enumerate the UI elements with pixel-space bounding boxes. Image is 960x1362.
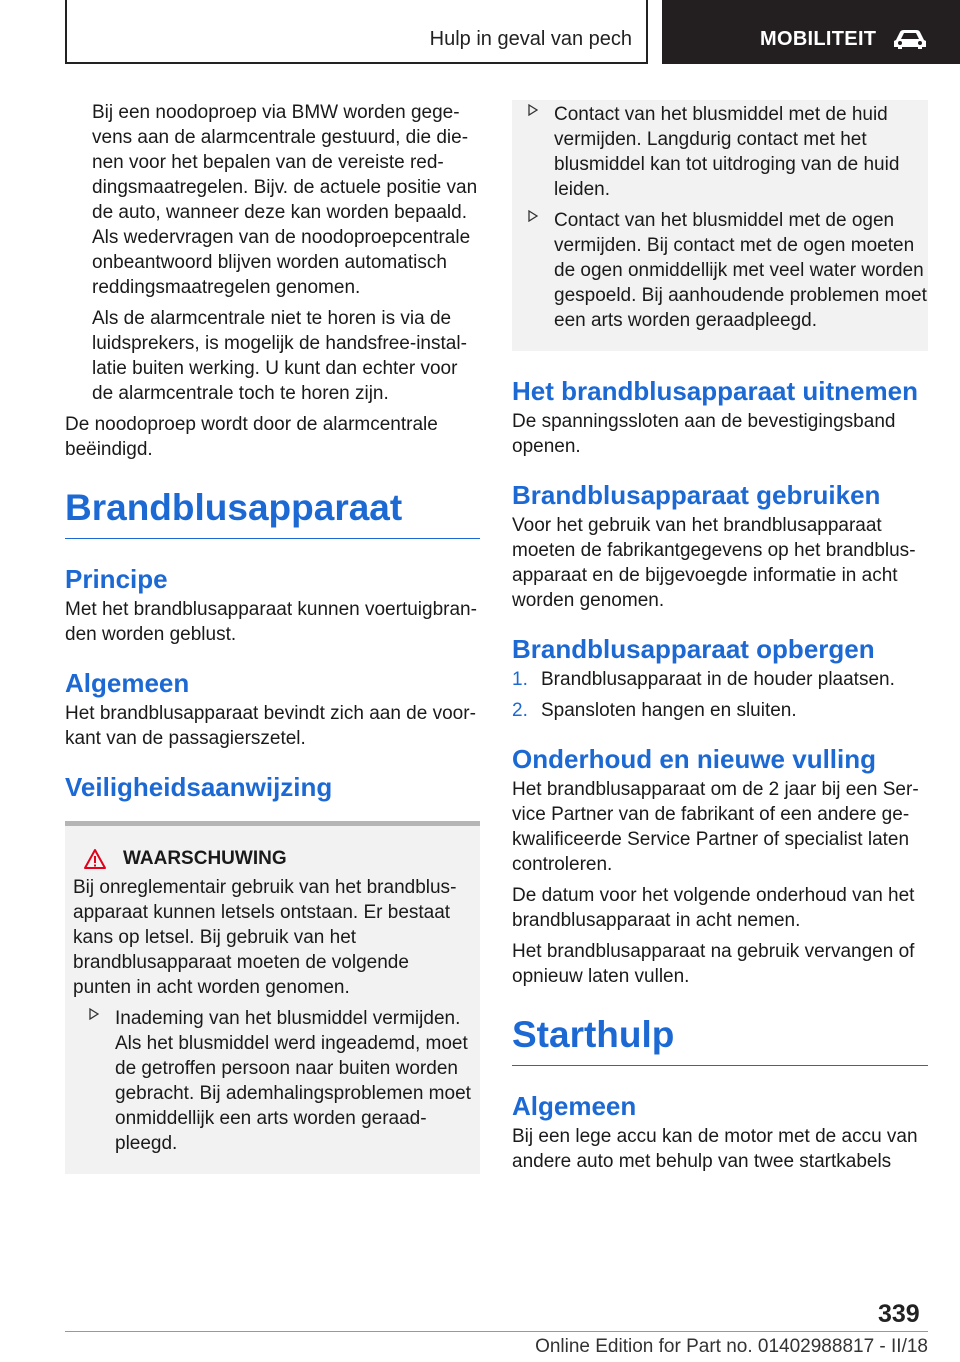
bullet-triangle-icon xyxy=(512,208,554,333)
onderhoud-paragraph-3: Het brandblusapparaat na gebruik vervangen of opnieuw laten vullen. xyxy=(512,941,915,987)
warning-header xyxy=(73,846,472,871)
uitnemen-text: De spanningssloten aan de bevestigingsband openen. xyxy=(512,411,896,457)
edition-text: Online Edition for Part no. 01402988817 - II/18 xyxy=(535,1336,928,1357)
heading-veiligheidsaanwijzing: Veiligheidsaanwijzing xyxy=(65,772,333,802)
warning-bullet xyxy=(512,102,928,202)
left-column xyxy=(65,100,480,1174)
step-text: Spansloten hangen en sluiten. xyxy=(541,700,797,721)
bullet-triangle-icon xyxy=(512,102,554,202)
heading-principe: Principe xyxy=(65,564,168,594)
heading-brandblusapparaat: Brandblusapparaat xyxy=(65,486,480,539)
warning-label: WAARSCHUWING xyxy=(123,848,287,869)
warning-bullet-text: Contact van het blusmiddel met de ogen vermijden. Bij contact met de ogen moeten de ogen onmiddellijk met veel water worden gespoeld. Bij aanhoudende problemen moet een arts worden geraadpleegd. xyxy=(554,210,927,331)
step-item xyxy=(512,667,928,692)
outro-paragraph: De noodoproep wordt door de alarmcentrale beëindigd. xyxy=(65,414,438,460)
warning-triangle-icon xyxy=(83,848,107,870)
right-column xyxy=(512,100,928,1180)
step-number: 2. xyxy=(512,700,528,721)
starthulp-algemeen-text: Bij een lege accu kan de motor met de accu van andere auto met behulp van twee startkabels xyxy=(512,1126,918,1172)
heading-gebruiken: Brandblusapparaat gebruiken xyxy=(512,480,881,510)
footer-divider xyxy=(65,1331,928,1332)
intro-paragraph-1: Bij een noodoproep via BMW worden gegevens aan de alarmcentrale gestuurd, die dienen voor het bepalen van de vereiste reddingsmaatregelen. Bijv. de actuele positie van de auto, wanneer deze kan worden bepaald. Als wedervragen van de noodoproepcentrale onbeantwoord blijven worden automatisch reddingsmaatregelen genomen. xyxy=(92,102,478,298)
heading-algemeen-starthulp: Algemeen xyxy=(512,1091,637,1121)
onderhoud-paragraph-1: Het brandblusapparaat om de 2 jaar bij een Service Partner van de fabrikant of een andere gekwalificeerde Service Partner of specialist laten controleren. xyxy=(512,779,919,875)
onderhoud-paragraph-2: De datum voor het volgende onderhoud van het brandblusapparaat in acht nemen. xyxy=(512,885,915,931)
intro-paragraph-2: Als de alarmcentrale niet te horen is via de luidsprekers, is mogelijk de handsfree-installatie buiten werking. U kunt dan echter voor de alarmcentrale toch te horen zijn. xyxy=(92,308,467,404)
heading-onderhoud: Onderhoud en nieuwe vulling xyxy=(512,744,877,774)
step-number: 1. xyxy=(512,669,528,690)
warning-bullet-text: Contact van het blusmiddel met de huid vermijden. Langdurig contact met het blusmiddel kan tot uitdroging van de huid leiden. xyxy=(554,104,900,200)
heading-opbergen: Brandblusapparaat opbergen xyxy=(512,634,875,664)
bullet-triangle-icon xyxy=(73,1006,115,1156)
step-text: Brandblusapparaat in de houder plaatsen. xyxy=(541,669,895,690)
gebruiken-text: Voor het gebruik van het brandblusapparaat moeten de fabrikantgegevens op het brandblusapparaat en de bijgevoegde informatie in acht worden genomen. xyxy=(512,515,916,611)
chapter-title: MOBILITEIT xyxy=(760,28,877,50)
warning-bullet xyxy=(73,1006,472,1156)
car-icon xyxy=(892,28,928,50)
header-chapter-box xyxy=(662,0,960,64)
step-item xyxy=(512,698,928,723)
warning-text: Bij onreglementair gebruik van het brandblusapparaat kunnen letsels ontstaan. Er bestaat kans op letsel. Bij gebruik van het brandblusapparaat moeten de volgende punten in acht worden genomen. xyxy=(73,877,457,998)
warning-bullet-text: Inademing van het blusmiddel vermijden. Als het blusmiddel werd ingeademd, moet de getroffen persoon naar buiten worden gebracht. Bij ademhalingsproblemen moet onmiddellijk een arts worden geraadpleegd. xyxy=(115,1008,471,1154)
algemeen-text: Het brandblusapparaat bevindt zich aan de voorkant van de passagierszetel. xyxy=(65,703,476,749)
warning-box xyxy=(65,821,480,1174)
heading-starthulp: Starthulp xyxy=(512,1013,928,1066)
warning-box-continued xyxy=(512,100,928,351)
heading-uitnemen: Het brandblusapparaat uitnemen xyxy=(512,376,918,406)
heading-algemeen: Algemeen xyxy=(65,668,190,698)
header-section-box xyxy=(65,0,648,64)
warning-bullet xyxy=(512,208,928,333)
section-title: Hulp in geval van pech xyxy=(429,28,632,50)
page-number: 339 xyxy=(878,1300,920,1328)
principe-text: Met het brandblusapparaat kunnen voertuigbranden worden geblust. xyxy=(65,599,477,645)
